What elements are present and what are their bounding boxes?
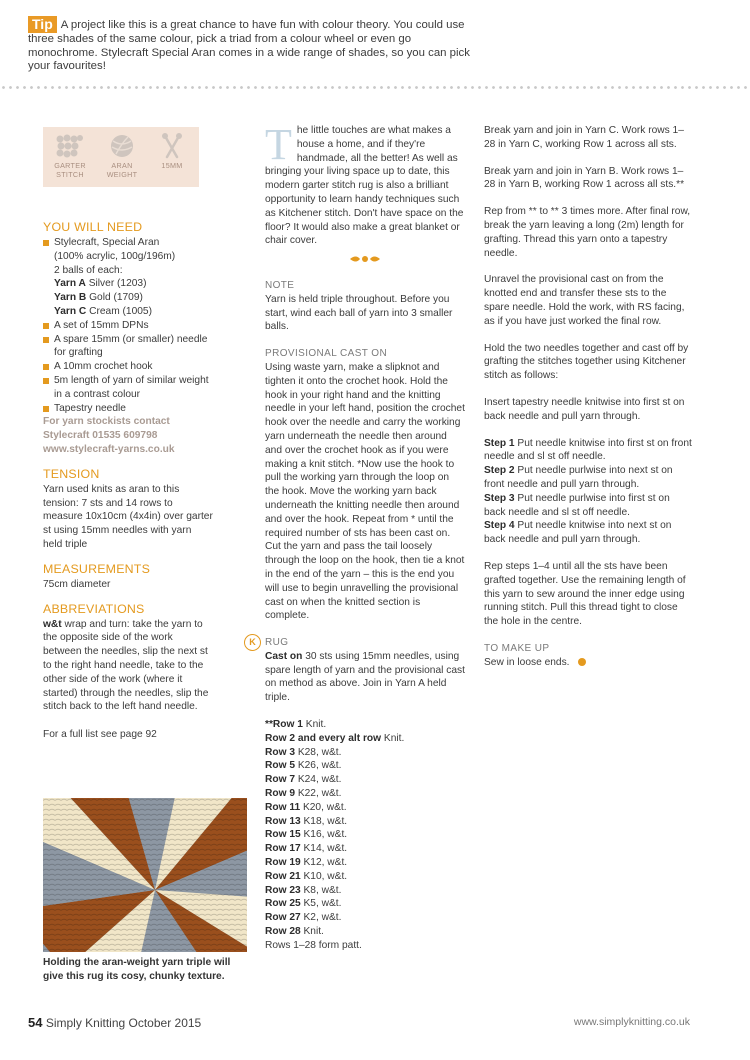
garter-stitch-cell [45, 133, 95, 179]
step-label: Step 1 [484, 437, 515, 449]
intro-text: he little touches are what makes a house a home, and if they're handmade, all the better! As well as bringing your living space up to date, this modern garter stitch rug is also a brilliant opportunity to learn handy techniques such as Kitchener stitch. Don't have space on the floor? It would also make a great blanket or chair cover. [265, 125, 464, 247]
cast-on-label: Cast on [265, 650, 303, 662]
flourish-icon [348, 254, 382, 264]
note-text: Yarn is held triple throughout. Before you start, wind each ball of yarn into 3 smaller balls. [265, 293, 453, 333]
instruction-paragraph: Rep from ** to ** 3 times more. After final row, break the yarn leaving a long (2m) length for grafting. Thread this yarn onto a tapestry needle. [484, 206, 691, 259]
yarn-ball-icon [107, 133, 137, 159]
row-instruction [265, 884, 465, 898]
needle-size-cell [147, 133, 197, 170]
rug-photo [43, 798, 247, 952]
row-label: Row 7 [265, 774, 296, 786]
yarn-a-color: Silver (1203) [85, 278, 147, 290]
magazine-issue: Simply Knitting October 2015 [45, 1016, 202, 1030]
row-text: K8, w&t. [300, 884, 342, 896]
step-instruction [484, 464, 694, 492]
middle-column [249, 120, 465, 953]
list-item: Tapestry needle [43, 402, 213, 416]
row-text: K16, w&t. [300, 829, 348, 841]
rug-photo-image [43, 798, 247, 952]
row-instruction [265, 759, 465, 773]
row-text: Knit. [381, 732, 405, 744]
step-label: Step 2 [484, 465, 515, 477]
stockist-contact: For yarn stockists contact [43, 416, 170, 428]
row-text: K12, w&t. [300, 857, 348, 869]
abbreviation-definition: wrap and turn: take the yarn to the opposite side of the work between the needles, slip the next st to the right hand needle, take to the other side of the work (where it started) through the needles, slip the stitch back to the left hand needle. [43, 618, 209, 713]
row-text: K14, w&t. [300, 843, 348, 855]
row-instruction [265, 787, 465, 801]
row-instructions [265, 718, 465, 953]
row-instruction [265, 732, 465, 746]
grafting-steps [484, 437, 694, 547]
abbreviations-heading: ABBREVIATIONS [43, 601, 145, 616]
row-label: Row 5 [265, 760, 296, 772]
measurements-text: 75cm diameter [43, 578, 111, 590]
instruction-paragraph: Break yarn and join in Yarn B. Work rows 1–28 in Yarn B, working Row 1 across all sts.** [484, 165, 685, 191]
garter-stitch-icon [55, 133, 85, 159]
make-up-heading: TO MAKE UP [484, 642, 550, 654]
abbreviation-term: w&t [43, 618, 62, 630]
make-up-text-row [484, 656, 694, 670]
step-instruction [484, 519, 694, 547]
measurements-heading: MEASUREMENTS [43, 561, 151, 576]
step-instruction [484, 492, 694, 520]
tip-text: A project like this is a great chance to have fun with colour theory. You could use three shades of the same colour, pick a triad from a colour wheel or even go monochrome. Stylecraft Special Aran comes in a wide range of shades, so you can pick your favourites! [28, 19, 470, 73]
you-will-need-heading: YOU WILL NEED [43, 220, 143, 234]
footer-publication [28, 1015, 201, 1030]
row-instruction [265, 870, 465, 884]
row-text: K10, w&t. [300, 870, 348, 882]
row-label: Row 11 [265, 801, 301, 813]
row-label: Row 28 [265, 926, 301, 938]
row-instruction [265, 925, 465, 939]
project-info-icons [43, 127, 199, 187]
list-item: 5m length of yarn of similar weight in a contrast colour [43, 374, 213, 402]
row-text: K28, w&t. [295, 746, 342, 758]
intro-paragraph [265, 120, 465, 248]
row-label: Row 9 [265, 788, 296, 800]
row-label: Row 25 [265, 898, 301, 910]
row-label: Row 19 [265, 857, 301, 869]
tip-badge: Tip [28, 16, 57, 33]
list-item: A set of 15mm DPNs [43, 319, 213, 333]
step-text: Put needle purlwise into first st on back needle and sl st off needle. [484, 492, 670, 518]
row-instruction [265, 746, 465, 760]
list-item [43, 236, 213, 250]
icon-label: STITCH [56, 170, 84, 179]
abbreviation-entry [43, 618, 213, 715]
row-text: K24, w&t. [295, 774, 342, 786]
step-text: Put needle purlwise into next st on front needle and pull yarn through. [484, 465, 673, 490]
full-list-reference: For a full list see page 92 [43, 729, 157, 741]
row-label: Row 17 [265, 843, 301, 855]
row-instruction [265, 856, 465, 870]
instruction-paragraph: Hold the two needles together and cast off by grafting the stitches together using Kitchener stitch as follows: [484, 342, 689, 382]
right-column [484, 124, 694, 670]
provisional-text: Using waste yarn, make a slipknot and tighten it onto the crochet hook. Hold the hook in your right hand and the knitting needle in your left hand, position the crochet hook over the needle and carry the working yarn underneath the needle then around and over the crochet hook as if you were making a knit stitch. *Now use the hook to pull the working yarn through the loop on the hook. Move the working yarn back underneath the knitting needle then around and over the hook. Repeat from * until the required number of sts has been cast on. Cut the yarn and pass the tail loosely through the loop on the hook, then tie a knot in the end of the yarn – this is the end you will use to begin unravelling the provisional cast on when the knitted section is complete. [265, 361, 465, 622]
page-number: 54 [28, 1015, 43, 1030]
yarn-c [54, 305, 213, 319]
row-instruction [265, 718, 465, 732]
needles-icon [157, 133, 187, 159]
list-item: A 10mm crochet hook [43, 360, 213, 374]
row-text: K2, w&t. [300, 912, 342, 924]
instruction-paragraph: Rep steps 1–4 until all the sts have been grafted together. Use the remaining length of this yarn to sew around the inner edge using running stitch. Pull this thread tight to close the hole in the centre. [484, 560, 686, 628]
row-label: Row 13 [265, 815, 301, 827]
step-instruction [484, 437, 694, 465]
tension-text: Yarn used knits as aran to this tension: 7 sts and 14 rows to measure 10x10cm (4x4in) over garter st using 15mm needles with yarn held triple [43, 483, 213, 550]
instruction-paragraph: Unravel the provisional cast on from the knotted end and transfer these sts to the spare needle. Hold the work, with RS facing, as if you have just worked the final row. [484, 274, 685, 327]
row-label: Row 23 [265, 884, 301, 896]
row-instruction [265, 773, 465, 787]
materials-list [43, 236, 213, 250]
row-text: K20, w&t. [300, 801, 347, 813]
stockist-phone: Stylecraft 01535 609798 [43, 430, 158, 442]
form-patt-note: Rows 1–28 form patt. [265, 939, 362, 951]
row-instruction [265, 897, 465, 911]
instruction-paragraph: Break yarn and join in Yarn C. Work rows 1–28 in Yarn C, working Row 1 across all sts. [484, 125, 684, 150]
row-text: K5, w&t. [300, 898, 342, 910]
end-mark-icon [578, 658, 586, 666]
step-text: Put needle knitwise into next st on back needle and pull yarn through. [484, 520, 672, 546]
yarn-details [43, 250, 213, 319]
row-text: Knit. [302, 719, 327, 731]
sidebar-column [43, 220, 213, 742]
yarn-weight-cell [97, 133, 147, 179]
k-badge-icon: K [244, 634, 261, 651]
row-instruction [265, 828, 465, 842]
step-label: Step 3 [484, 492, 515, 504]
photo-caption: Holding the aran-weight yarn triple will give this rug its cosy, chunky texture. [43, 957, 231, 982]
yarn-a [54, 277, 213, 291]
row-label: Row 21 [265, 870, 301, 882]
cast-on-text: 30 sts using 15mm needles, using spare length of yarn and the provisional cast on method as above. Join in Yarn A held triple. [265, 650, 465, 704]
yarn-composition: (100% acrylic, 100g/196m) [54, 250, 176, 262]
yarn-quantity: 2 balls of each: [54, 264, 123, 276]
rug-heading-row [249, 636, 465, 650]
row-label: **Row 1 [265, 719, 303, 731]
rug-heading: RUG [265, 637, 289, 649]
cast-on-instruction [265, 650, 465, 705]
row-instruction [265, 842, 465, 856]
row-text: K18, w&t. [300, 815, 348, 827]
materials-list-cont [43, 319, 213, 416]
row-text: K22, w&t. [295, 788, 342, 800]
row-text: Knit. [300, 926, 324, 938]
dotted-divider [0, 86, 750, 89]
ornament-divider [265, 254, 465, 269]
footer-url[interactable]: www.simplyknitting.co.uk [573, 1016, 690, 1028]
stockist-url[interactable]: www.stylecraft-yarns.co.uk [43, 443, 175, 455]
icon-label: WEIGHT [106, 170, 138, 179]
icon-label: GARTER [54, 161, 86, 170]
provisional-heading: PROVISIONAL CAST ON [265, 348, 388, 360]
row-instruction [265, 815, 465, 829]
icon-label: ARAN [111, 161, 133, 170]
step-text: Put needle knitwise into first st on front needle and sl st off needle. [484, 437, 692, 463]
list-item-text: Stylecraft, Special Aran [54, 237, 160, 248]
tension-heading: TENSION [43, 466, 100, 481]
yarn-b [54, 291, 213, 305]
yarn-c-color: Cream (1005) [86, 305, 152, 317]
yarn-b-label: Yarn B [54, 292, 87, 304]
row-label: Row 27 [265, 912, 301, 924]
yarn-a-label: Yarn A [54, 278, 86, 290]
note-heading: NOTE [265, 279, 295, 291]
row-label: Row 2 and every alt row [265, 732, 382, 744]
yarn-b-color: Gold (1709) [86, 292, 143, 304]
make-up-text: Sew in loose ends. [484, 656, 570, 668]
icon-label: 15MM [161, 161, 183, 170]
row-instruction [265, 911, 465, 925]
yarn-c-label: Yarn C [54, 305, 87, 317]
row-label: Row 15 [265, 829, 301, 841]
step-label: Step 4 [484, 520, 515, 532]
tip-box [28, 16, 478, 74]
row-instruction [265, 801, 465, 815]
list-item: A spare 15mm (or smaller) needle for grafting [43, 333, 213, 361]
row-label: Row 3 [265, 746, 296, 758]
drop-cap: T [265, 120, 292, 169]
row-text: K26, w&t. [295, 760, 342, 772]
instruction-paragraph: Insert tapestry needle knitwise into first st on back needle and pull yarn through. [484, 396, 685, 422]
